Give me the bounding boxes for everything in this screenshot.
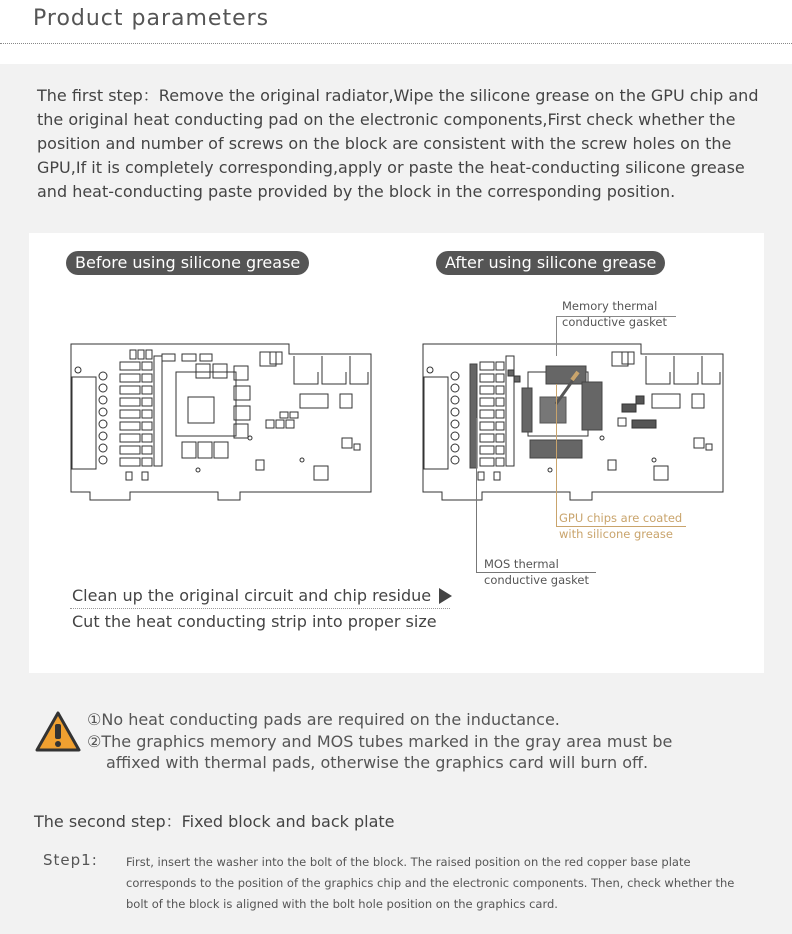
step1-label: Step1: <box>43 851 98 869</box>
graphics-card-after-diagram <box>422 342 727 504</box>
memory-leader-line-vertical <box>556 316 557 356</box>
before-label: Before using silicone grease <box>66 251 309 275</box>
caption-clean-up: Clean up the original circuit and chip residue <box>72 586 432 605</box>
second-step-heading: The second step：Fixed block and back plate <box>34 812 395 831</box>
gpu-callout-line2: with silicone grease <box>559 527 673 541</box>
memory-callout-line1: Memory thermal <box>562 299 658 313</box>
gpu-callout <box>559 510 682 542</box>
mos-callout-line2: conductive gasket <box>484 573 589 587</box>
step1-instructions: First, insert the washer into the bolt of the block. The raised position on the red copper base plate corresponds to the position of the graphics chip and the electronic components. Then, check whether the bolt of the block is aligned with the bolt hole position on the graphics card. <box>126 855 735 911</box>
page-header <box>0 0 792 46</box>
gpu-leader-line-vertical <box>556 384 557 526</box>
warning-line-3: affixed with thermal pads, otherwise the graphics card will burn off. <box>106 753 649 772</box>
caption-cut-strip: Cut the heat conducting strip into proper size <box>72 612 437 631</box>
after-label: After using silicone grease <box>436 251 665 275</box>
warning-line-2: ②The graphics memory and MOS tubes marked in the gray area must be <box>87 732 673 751</box>
memory-callout <box>562 298 667 330</box>
play-arrow-icon <box>439 588 452 604</box>
page-title: Product parameters <box>33 6 270 31</box>
intro-paragraph: The first step：Remove the original radiator,Wipe the silicone grease on the GPU chip and the original heat conducting pad on the electronic components,First check whether the position and number of screws on the block are consistent with the screw holes on the GPU,If it is completely corresponding,apply or paste the heat-conducting silicone grease and heat-conducting paste provided by the block in the corresponding position. <box>37 86 759 201</box>
mos-callout-line1: MOS thermal <box>484 557 559 571</box>
warning-line-1: ①No heat conducting pads are required on the inductance. <box>87 710 560 729</box>
gpu-callout-line1: GPU chips are coated <box>559 511 683 525</box>
header-divider <box>0 43 792 44</box>
mos-callout <box>484 556 589 588</box>
warning-triangle-icon <box>34 710 82 754</box>
graphics-card-before-diagram <box>70 342 375 504</box>
mos-leader-line-vertical <box>476 418 477 572</box>
caption-divider <box>70 608 450 609</box>
memory-callout-line2: conductive gasket <box>562 315 667 329</box>
